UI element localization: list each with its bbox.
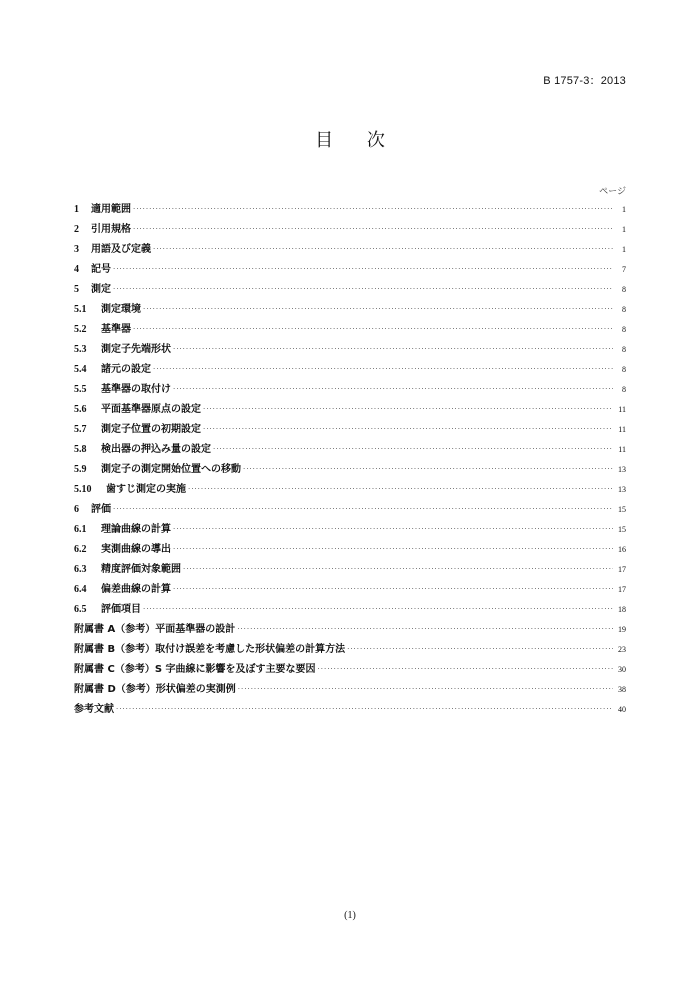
toc-entry[interactable] xyxy=(74,360,626,380)
toc-dot-leader xyxy=(153,365,613,373)
toc-entry-page: 15 xyxy=(618,505,626,514)
toc-entry-page: 1 xyxy=(622,205,626,214)
toc-entry[interactable] xyxy=(74,340,626,360)
document-id: B 1757-3：2013 xyxy=(543,75,626,87)
toc-entry-page: 8 xyxy=(622,285,626,294)
toc-dot-leader xyxy=(347,645,613,653)
toc-entry-page: 11 xyxy=(618,425,626,434)
toc-entry-number: 3 xyxy=(74,244,79,255)
toc-entry-label: 測定子の測定開始位置への移動 xyxy=(101,464,241,475)
toc-entry-label: 適用範囲 xyxy=(91,204,131,215)
page-title: 目 次 xyxy=(315,130,399,151)
toc-entry-label: 測定子先端形状 xyxy=(101,344,171,355)
toc-entry-number: 6.3 xyxy=(74,564,87,575)
toc-entry-number: 5.4 xyxy=(74,364,87,375)
toc-entry[interactable] xyxy=(74,300,626,320)
toc-dot-leader xyxy=(133,325,613,333)
toc-entry-annex-b[interactable] xyxy=(74,640,626,660)
toc-entry-label: 実測曲線の導出 xyxy=(101,544,171,555)
toc-dot-leader xyxy=(213,445,613,453)
toc-entry[interactable] xyxy=(74,320,626,340)
toc-dot-leader xyxy=(238,685,613,693)
toc-entry-label: 諸元の設定 xyxy=(101,364,151,375)
toc-entry-label: 基準器の取付け xyxy=(101,384,171,395)
toc-dot-leader xyxy=(203,425,613,433)
toc-dot-leader xyxy=(173,345,613,353)
toc-entry-label: 記号 xyxy=(91,264,111,275)
toc-entry-label: 測定 xyxy=(91,284,111,295)
toc-dot-leader xyxy=(113,505,613,513)
toc-entry-number: 5.2 xyxy=(74,324,87,335)
toc-dot-leader xyxy=(173,545,613,553)
toc-entry-page: 8 xyxy=(622,385,626,394)
toc-entry-number: 5 xyxy=(74,284,79,295)
toc-entry-number: 4 xyxy=(74,264,79,275)
toc-entry-annex-a[interactable] xyxy=(74,620,626,640)
toc-entry-label: 附属書 D（参考）形状偏差の実測例 xyxy=(74,684,236,695)
toc-entry-number: 6.2 xyxy=(74,544,87,555)
toc-entry-number: 5.6 xyxy=(74,404,87,415)
toc-entry[interactable] xyxy=(74,420,626,440)
toc-entry-page: 16 xyxy=(618,545,626,554)
toc-dot-leader xyxy=(237,625,613,633)
toc-entry-page: 18 xyxy=(618,605,626,614)
toc-entry[interactable] xyxy=(74,220,626,240)
toc-dot-leader xyxy=(143,605,613,613)
toc-entry-number: 5.9 xyxy=(74,464,87,475)
toc-entry-page: 40 xyxy=(618,705,626,714)
toc-entry[interactable] xyxy=(74,520,626,540)
toc-entry-label: 評価 xyxy=(91,504,111,515)
toc-entry-page: 8 xyxy=(622,305,626,314)
toc-entry-label: 歯すじ測定の実施 xyxy=(106,484,186,495)
toc-entry-label: 附属書 B（参考）取付け誤差を考慮した形状偏差の計算方法 xyxy=(74,644,346,655)
toc-entry[interactable] xyxy=(74,460,626,480)
toc-entry-label: 測定環境 xyxy=(101,304,141,315)
toc-entry-annex-d[interactable] xyxy=(74,680,626,700)
toc-entry-page: 11 xyxy=(618,405,626,414)
toc-entry-label: 測定子位置の初期設定 xyxy=(101,424,201,435)
toc-entry-number: 5.10 xyxy=(74,484,92,495)
toc-dot-leader xyxy=(173,385,613,393)
toc-entry-label: 参考文献 xyxy=(74,704,114,715)
toc-dot-leader xyxy=(173,525,613,533)
toc-entry-number: 6.4 xyxy=(74,584,87,595)
toc-entry-label: 理論曲線の計算 xyxy=(101,524,171,535)
toc-entry[interactable] xyxy=(74,500,626,520)
toc-dot-leader xyxy=(116,705,613,713)
toc-entry-label: 附属書 C（参考）S 字曲線に影響を及ぼす主要な要因 xyxy=(74,664,316,675)
toc-entry[interactable] xyxy=(74,580,626,600)
toc-entry-page: 11 xyxy=(618,445,626,454)
toc-dot-leader xyxy=(143,305,613,313)
toc-dot-leader xyxy=(113,285,613,293)
page-column-label: ページ xyxy=(599,187,626,197)
toc-entry-number: 6.5 xyxy=(74,604,87,615)
toc-entry-number: 5.7 xyxy=(74,424,87,435)
toc-entry-label: 引用規格 xyxy=(91,224,131,235)
toc-entry-number: 5.3 xyxy=(74,344,87,355)
toc-entry-page: 23 xyxy=(618,645,626,654)
toc-dot-leader xyxy=(243,465,613,473)
toc-dot-leader xyxy=(183,565,613,573)
toc-entry-number: 2 xyxy=(74,224,79,235)
toc-entry-number: 5.1 xyxy=(74,304,87,315)
toc-entry-number: 5.5 xyxy=(74,384,87,395)
toc-entry[interactable] xyxy=(74,480,626,500)
toc-entry[interactable] xyxy=(74,400,626,420)
page-number: (1) xyxy=(344,910,356,921)
toc-entry-label: 用語及び定義 xyxy=(91,244,151,255)
toc-entry-page: 38 xyxy=(618,685,626,694)
toc-entry-label: 偏差曲線の計算 xyxy=(101,584,171,595)
toc-entry-label: 基準器 xyxy=(101,324,131,335)
toc-dot-leader xyxy=(113,265,613,273)
toc-entry-label: 評価項目 xyxy=(101,604,141,615)
toc-entry-label: 検出器の押込み量の設定 xyxy=(101,444,211,455)
toc-entry-page: 8 xyxy=(622,365,626,374)
toc-entry-number: 5.8 xyxy=(74,444,87,455)
toc-entry[interactable] xyxy=(74,380,626,400)
toc-entry[interactable] xyxy=(74,560,626,580)
toc-entry-page: 17 xyxy=(618,585,626,594)
toc-entry-page: 17 xyxy=(618,565,626,574)
toc-dot-leader xyxy=(153,245,613,253)
toc-entry[interactable] xyxy=(74,600,626,620)
toc-entry-bibliography[interactable] xyxy=(74,700,626,720)
toc-dot-leader xyxy=(188,485,613,493)
toc-entry-page: 19 xyxy=(618,625,626,634)
toc-entry-page: 1 xyxy=(622,245,626,254)
toc-entry[interactable] xyxy=(74,240,626,260)
toc-dot-leader xyxy=(318,665,613,673)
toc-entry-annex-c[interactable] xyxy=(74,660,626,680)
toc-entry-label: 附属書 A（参考）平面基準器の設計 xyxy=(74,624,236,635)
toc-entry-page: 8 xyxy=(622,345,626,354)
toc-entry-page: 15 xyxy=(618,525,626,534)
toc-entry-page: 30 xyxy=(618,665,626,674)
toc-entry[interactable] xyxy=(74,200,626,220)
toc-entry-page: 8 xyxy=(622,325,626,334)
toc-entry[interactable] xyxy=(74,440,626,460)
toc-dot-leader xyxy=(133,225,613,233)
toc-entry-label: 精度評価対象範囲 xyxy=(101,564,181,575)
toc-entry[interactable] xyxy=(74,260,626,280)
toc-entry-page: 7 xyxy=(622,265,626,274)
toc-dot-leader xyxy=(203,405,613,413)
toc-entry[interactable] xyxy=(74,540,626,560)
toc-entry[interactable] xyxy=(74,280,626,300)
toc-entry-number: 6 xyxy=(74,504,79,515)
toc-entry-page: 1 xyxy=(622,225,626,234)
toc-list xyxy=(74,200,626,720)
toc-entry-page: 13 xyxy=(618,485,626,494)
toc-entry-number: 1 xyxy=(74,204,79,215)
toc-dot-leader xyxy=(133,205,613,213)
toc-entry-page: 13 xyxy=(618,465,626,474)
toc-dot-leader xyxy=(173,585,613,593)
toc-entry-label: 平面基準器原点の設定 xyxy=(101,404,201,415)
toc-entry-number: 6.1 xyxy=(74,524,87,535)
